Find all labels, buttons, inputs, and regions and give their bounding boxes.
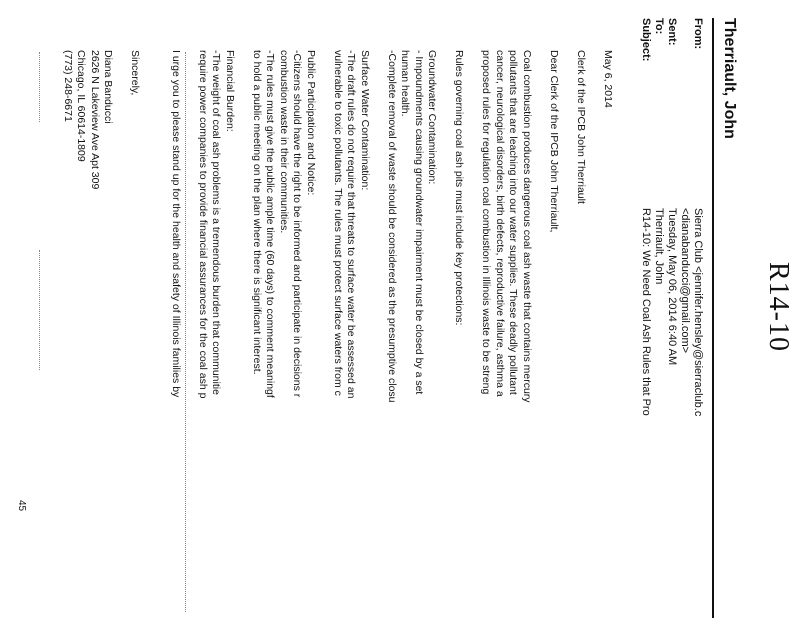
- body-line: Sincerely,: [129, 50, 142, 96]
- body-line: Coal combustion produces dangerous coal ash waste that contains mercury: [521, 50, 533, 403]
- header-value-from-email: <dianabanducci@gmail.com>: [679, 208, 691, 354]
- scan-artifact-mark: [38, 52, 40, 122]
- body-line: 2626 N Lakeview Ave Apt 309: [89, 50, 101, 190]
- body-line: proposed rules for regulation coal combustion in Illinois waste to be streng: [480, 50, 493, 395]
- body-line: to hold a public meeting on the plan where there is significant interest.: [251, 50, 263, 375]
- header-value-sent: Tuesday, May 06, 2014 6:40 AM: [666, 208, 678, 366]
- scan-artifact-line: [184, 52, 186, 612]
- header-label-subject: Subject:: [640, 18, 652, 62]
- body-line: Public Participation and Notice:: [305, 50, 317, 196]
- body-line: cancer, neurological disorders, birth defects, reproductive failure, asthma a: [494, 50, 506, 397]
- body-line: -The rules must give the public ample time (60 days) to comment meaningf: [264, 50, 277, 398]
- body-line: May 6, 2014: [602, 50, 614, 108]
- page-number: 45: [16, 500, 27, 512]
- body-line: Groundwater Contamination:: [426, 50, 439, 185]
- body-line: Dear Clerk of the IPCB John Therriault,: [548, 50, 560, 233]
- body-line: -The draft rules do not require that threats to surface water be assessed an: [345, 50, 358, 399]
- body-line: Surface Water Contamination:: [359, 50, 371, 191]
- body-line: - Impoundments causing groundwater impairment must be closed by a set: [413, 50, 425, 395]
- scan-artifact-mark: [38, 250, 40, 370]
- header-value-from: Sierra Club <jennifer.hensley@sierraclub.c: [692, 208, 704, 417]
- header-label-from: From:: [692, 18, 704, 50]
- header-divider: [712, 18, 714, 618]
- body-line: vulnerable to toxic pollutants. The rules must protect surface waters from c: [332, 50, 344, 396]
- header-value-to: Therriault, John: [653, 208, 665, 285]
- body-line: Chicago, IL 60614-1809: [75, 50, 88, 162]
- body-line: pollutants that are leaching into our water supplies. These deadly pollutant: [507, 50, 520, 395]
- body-line: -The weight of coal ash problems is a tremendous burden that communitie: [210, 50, 223, 395]
- body-line: combustion waste in their communities.: [278, 50, 290, 234]
- body-line: human health.: [399, 50, 412, 117]
- body-line: Rules governing coal ash pits must include key protections:: [453, 50, 466, 326]
- sender-name: Therriault, John: [721, 18, 738, 139]
- body-line: (773) 248-6671: [62, 50, 74, 122]
- body-line: Financial Burden:: [224, 50, 236, 132]
- header-label-sent: Sent:: [666, 18, 678, 46]
- body-line: require power companies to provide financial assurances for the coal ash p: [197, 50, 209, 399]
- header-label-to: To:: [653, 18, 665, 35]
- body-line: -Complete removal of waste should be considered as the presumptive closu: [386, 50, 398, 403]
- body-line: I urge you to please stand up for the health and safety of Illinois families by: [170, 50, 182, 398]
- body-line: Diana Banducci: [102, 50, 115, 124]
- header-value-subject: R14-10: We Need Coal Ash Rules that Pro: [640, 208, 652, 416]
- docket-number: R14-10: [763, 262, 794, 352]
- body-line: -Citizens should have the right to be informed and participate in decisions r: [291, 50, 304, 398]
- body-line: Clerk of the IPCB John Therriault: [575, 50, 587, 204]
